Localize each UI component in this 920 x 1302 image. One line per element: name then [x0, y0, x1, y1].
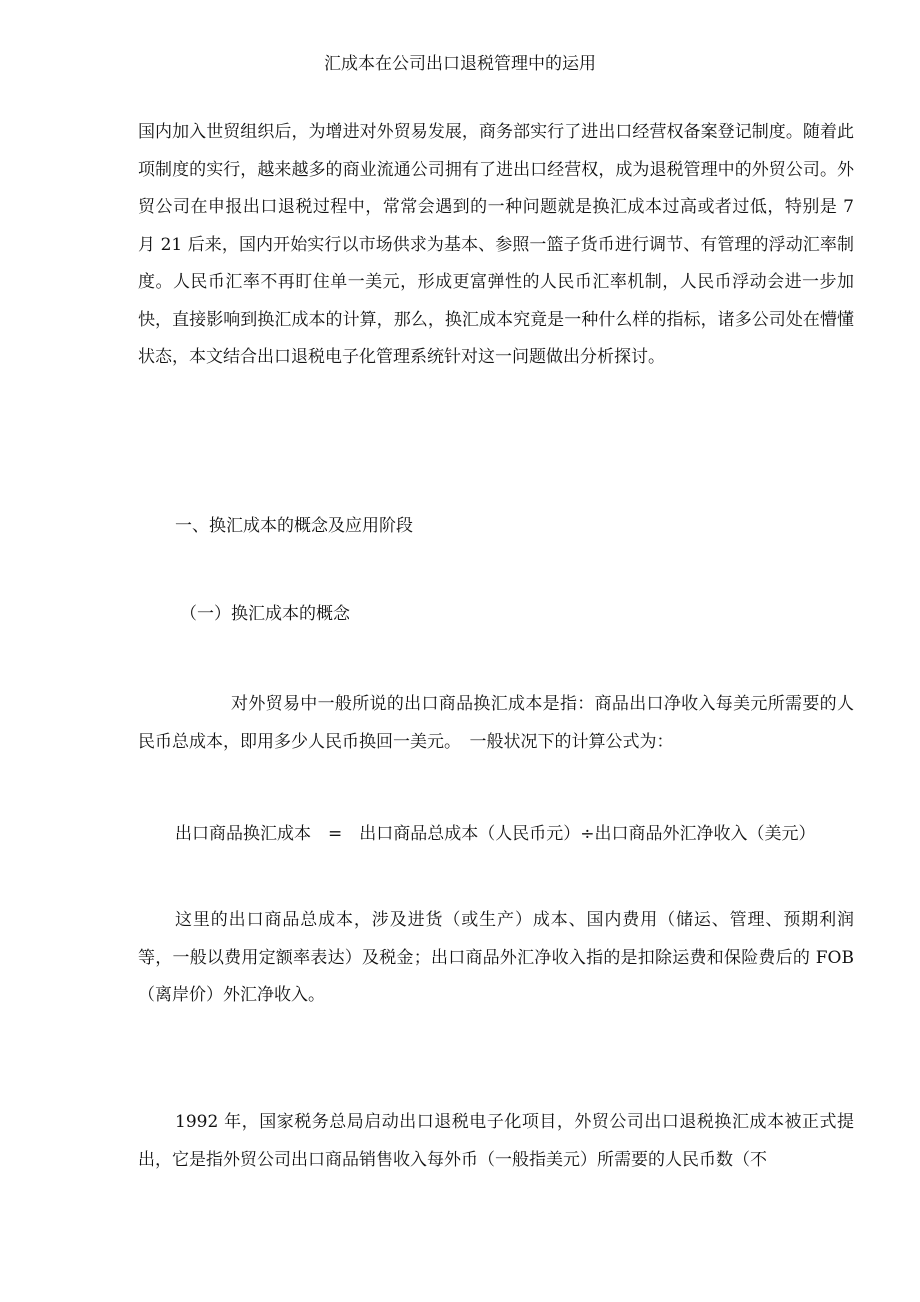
- definition-paragraph: 对外贸易中一般所说的出口商品换汇成本是指：商品出口净收入每美元所需要的人民币总成本，即用多少人民币换回一美元。 一般状况下的计算公式为：: [138, 694, 854, 752]
- formula-line: 出口商品换汇成本 = 出口商品总成本（人民币元）÷出口商品外汇净收入（美元）: [175, 824, 816, 844]
- subsection-heading: （一）换汇成本的概念: [180, 604, 350, 624]
- history-paragraph: 1992 年，国家税务总局启动出口退税电子化项目，外贸公司出口退税换汇成本被正式提出，它是指外贸公司出口商品销售收入每外币（一般指美元）所需要的人民币数（不: [138, 1112, 854, 1170]
- section-heading: 一、换汇成本的概念及应用阶段: [175, 516, 413, 536]
- intro-paragraph: 国内加入世贸组织后，为增进对外贸易发展，商务部实行了进出口经营权备案登记制度。随着此项制度的实行，越来越多的商业流通公司拥有了进出口经营权，成为退税管理中的外贸公司。外贸公司在申报出口退税过程中，常常会遇到的一种问题就是换汇成本过高或者过低，特别是 7 月 21 后来，国内开始实行以市场供求为基本、参照一篮子货币进行调节、有管理的浮动汇率制度。人民币汇率不再盯住单一美元，形成更富弹性的人民币汇率机制，人民币浮动会进一步加快，直接影响到换汇成本的计算，那么，换汇成本究竟是一种什么样的指标，诸多公司处在懵懂状态，本文结合出口退税电子化管理系统针对这一问题做出分析探讨。: [138, 122, 854, 367]
- explanation-paragraph: 这里的出口商品总成本，涉及进货（或生产）成本、国内费用（储运、管理、预期利润等，一般以费用定额率表达）及税金；出口商品外汇净收入指的是扣除运费和保险费后的 FOB（离岸价）外汇净收入。: [138, 910, 854, 1005]
- document-title: 汇成本在公司出口退税管理中的运用: [324, 54, 596, 74]
